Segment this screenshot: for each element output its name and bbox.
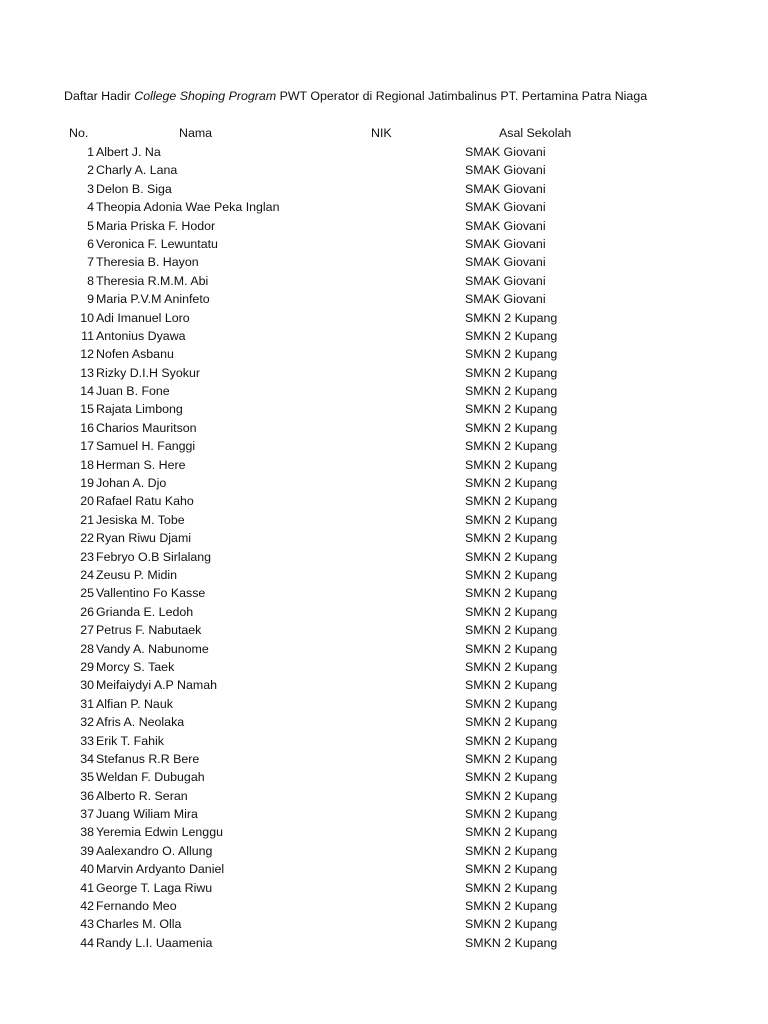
row-number: 43 [80, 917, 94, 932]
row-number: 18 [80, 457, 94, 472]
student-name: Johan A. Djo [96, 476, 167, 491]
school-name: SMKN 2 Kupang [465, 347, 558, 362]
column-header-nama: Nama [179, 126, 213, 140]
table-row [0, 768, 768, 786]
table-row [0, 860, 768, 878]
table-row [0, 732, 768, 750]
school-name: SMKN 2 Kupang [465, 365, 558, 380]
row-number: 44 [80, 935, 94, 950]
student-name: George T. Laga Riwu [96, 880, 213, 895]
table-row [0, 382, 768, 400]
school-name: SMKN 2 Kupang [465, 715, 558, 730]
school-name: SMAK Giovani [465, 200, 546, 215]
student-name: Herman S. Here [96, 457, 186, 472]
table-row [0, 915, 768, 933]
row-number: 12 [80, 347, 94, 362]
student-name: Yeremia Edwin Lenggu [96, 825, 223, 840]
school-name: SMKN 2 Kupang [465, 807, 558, 822]
student-name: Antonius Dyawa [96, 328, 186, 343]
school-name: SMKN 2 Kupang [465, 384, 558, 399]
table-row [0, 750, 768, 768]
title-suffix: PWT Operator di Regional Jatimbalinus PT. Pertamina Patra Niaga [276, 89, 648, 103]
school-name: SMKN 2 Kupang [465, 512, 558, 527]
school-name: SMKN 2 Kupang [465, 770, 558, 785]
row-number: 25 [80, 586, 94, 601]
table-row [0, 695, 768, 713]
row-number: 26 [80, 604, 94, 619]
student-name: Samuel H. Fanggi [96, 439, 196, 454]
row-number: 42 [80, 899, 94, 914]
row-number: 11 [81, 328, 94, 343]
student-name: Albert J. Na [96, 145, 161, 159]
school-name: SMKN 2 Kupang [465, 862, 558, 877]
table-row [0, 511, 768, 529]
school-name: SMKN 2 Kupang [465, 825, 558, 840]
table-row [0, 842, 768, 860]
table-row [0, 566, 768, 584]
student-name: Zeusu P. Midin [96, 567, 178, 582]
student-name: Stefanus R.R Bere [96, 751, 200, 766]
row-number: 31 [80, 696, 94, 711]
student-name: Theopia Adonia Wae Peka Inglan [96, 200, 280, 215]
student-name: Marvin Ardyanto Daniel [96, 862, 225, 877]
school-name: SMAK Giovani [465, 181, 546, 196]
school-name: SMKN 2 Kupang [465, 604, 558, 619]
table-row [0, 934, 768, 952]
row-number: 3 [87, 181, 94, 196]
school-name: SMKN 2 Kupang [465, 935, 558, 950]
school-name: SMKN 2 Kupang [465, 733, 558, 748]
student-name: Delon B. Siga [96, 181, 172, 196]
student-name: Ryan Riwu Djami [96, 531, 192, 546]
student-name: Morcy S. Taek [96, 659, 175, 674]
table-row [0, 272, 768, 290]
school-name: SMAK Giovani [465, 236, 546, 251]
student-name: Jesiska M. Tobe [96, 512, 185, 527]
school-name: SMKN 2 Kupang [465, 641, 558, 656]
row-number: 28 [80, 641, 94, 656]
row-number: 40 [80, 862, 94, 877]
school-name: SMKN 2 Kupang [465, 494, 558, 509]
student-name: Adi Imanuel Loro [96, 310, 190, 325]
school-name: SMAK Giovani [465, 273, 546, 288]
row-number: 10 [80, 310, 94, 325]
table-row [0, 198, 768, 216]
row-number: 7 [87, 255, 94, 270]
row-number: 19 [80, 476, 94, 491]
school-name: SMKN 2 Kupang [465, 476, 558, 491]
school-name: SMAK Giovani [465, 145, 546, 159]
student-name: Vandy A. Nabunome [96, 641, 209, 656]
table-row [0, 419, 768, 437]
table-row [0, 879, 768, 897]
row-number: 39 [80, 843, 94, 858]
row-number: 38 [80, 825, 94, 840]
attendance-table-body [0, 143, 768, 952]
row-number: 16 [80, 420, 94, 435]
school-name: SMAK Giovani [465, 255, 546, 270]
school-name: SMKN 2 Kupang [465, 659, 558, 674]
row-number: 2 [87, 163, 94, 178]
table-row [0, 309, 768, 327]
school-name: SMAK Giovani [465, 292, 546, 307]
table-row [0, 713, 768, 731]
title-prefix: Daftar Hadir [64, 89, 135, 103]
school-name: SMKN 2 Kupang [465, 899, 558, 914]
row-number: 41 [80, 880, 94, 895]
table-row [0, 290, 768, 308]
table-row [0, 161, 768, 179]
student-name: Erik T. Fahik [96, 733, 164, 748]
school-name: SMKN 2 Kupang [465, 696, 558, 711]
student-name: Charios Mauritson [96, 420, 197, 435]
student-name: Rizky D.I.H Syokur [96, 365, 200, 380]
student-name: Grianda E. Ledoh [96, 604, 194, 619]
student-name: Charly A. Lana [96, 163, 178, 178]
student-name: Nofen Asbanu [96, 347, 174, 362]
school-name: SMAK Giovani [465, 163, 546, 178]
student-name: Fernando Meo [96, 899, 177, 914]
school-name: SMKN 2 Kupang [465, 457, 558, 472]
table-row [0, 548, 768, 566]
school-name: SMAK Giovani [465, 218, 546, 233]
student-name: Weldan F. Dubugah [96, 770, 205, 785]
row-number: 36 [80, 788, 94, 803]
column-header-nik: NIK [371, 126, 392, 140]
table-row [0, 217, 768, 235]
school-name: SMKN 2 Kupang [465, 917, 558, 932]
student-name: Maria Priska F. Hodor [96, 218, 216, 233]
table-row [0, 345, 768, 363]
student-name: Maria P.V.M Aninfeto [96, 292, 210, 307]
row-number: 23 [80, 549, 94, 564]
student-name: Rajata Limbong [96, 402, 183, 417]
student-name: Veronica F. Lewuntatu [96, 236, 218, 251]
student-name: Randy L.I. Uaamenia [96, 935, 213, 950]
row-number: 1 [87, 145, 94, 159]
school-name: SMKN 2 Kupang [465, 310, 558, 325]
school-name: SMKN 2 Kupang [465, 328, 558, 343]
table-row [0, 180, 768, 198]
table-row [0, 437, 768, 455]
school-name: SMKN 2 Kupang [465, 567, 558, 582]
table-row [0, 364, 768, 382]
school-name: SMKN 2 Kupang [465, 439, 558, 454]
table-row [0, 823, 768, 841]
table-row [0, 787, 768, 805]
school-name: SMKN 2 Kupang [465, 880, 558, 895]
table-row [0, 640, 768, 658]
row-number: 6 [87, 236, 94, 251]
table-row [0, 474, 768, 492]
school-name: SMKN 2 Kupang [465, 549, 558, 564]
student-name: Alberto R. Seran [96, 788, 188, 803]
student-name: Meifaiydyi A.P Namah [96, 678, 217, 693]
row-number: 27 [80, 623, 94, 638]
table-row [0, 805, 768, 823]
table-row [0, 400, 768, 418]
school-name: SMKN 2 Kupang [465, 788, 558, 803]
column-header-asal-sekolah: Asal Sekolah [499, 126, 572, 140]
school-name: SMKN 2 Kupang [465, 678, 558, 693]
row-number: 20 [80, 494, 94, 509]
school-name: SMKN 2 Kupang [465, 586, 558, 601]
column-header-no: No. [69, 126, 89, 140]
table-row [0, 658, 768, 676]
student-name: Juang Wiliam Mira [96, 807, 198, 822]
student-name: Afris A. Neolaka [96, 715, 185, 730]
row-number: 34 [80, 751, 94, 766]
student-name: Theresia B. Hayon [96, 255, 199, 270]
student-name: Petrus F. Nabutaek [96, 623, 202, 638]
school-name: SMKN 2 Kupang [465, 623, 558, 638]
student-name: Vallentino Fo Kasse [96, 586, 206, 601]
student-name: Febryo O.B Sirlalang [96, 549, 212, 564]
row-number: 30 [80, 678, 94, 693]
row-number: 14 [80, 384, 94, 399]
document-title [64, 88, 648, 104]
school-name: SMKN 2 Kupang [465, 531, 558, 546]
table-row [0, 529, 768, 547]
row-number: 24 [80, 567, 94, 582]
table-row [0, 492, 768, 510]
school-name: SMKN 2 Kupang [465, 420, 558, 435]
school-name: SMKN 2 Kupang [465, 843, 558, 858]
student-name: Theresia R.M.M. Abi [96, 273, 209, 288]
row-number: 8 [87, 273, 94, 288]
school-name: SMKN 2 Kupang [465, 751, 558, 766]
table-row [0, 253, 768, 271]
title-program-name: College Shoping Program [134, 89, 277, 103]
row-number: 35 [80, 770, 94, 785]
row-number: 37 [80, 807, 94, 822]
school-name: SMKN 2 Kupang [465, 402, 558, 417]
table-row [0, 327, 768, 345]
row-number: 32 [80, 715, 94, 730]
student-name: Rafael Ratu Kaho [96, 494, 194, 509]
row-number: 22 [80, 531, 94, 546]
student-name: Alfian P. Nauk [96, 696, 173, 711]
student-name: Charles M. Olla [96, 917, 182, 932]
row-number: 4 [87, 200, 94, 215]
row-number: 21 [80, 512, 94, 527]
row-number: 13 [80, 365, 94, 380]
table-row [0, 235, 768, 253]
row-number: 15 [80, 402, 94, 417]
student-name: Juan B. Fone [96, 384, 170, 399]
table-row [0, 603, 768, 621]
row-number: 33 [80, 733, 94, 748]
student-name: Aalexandro O. Allung [96, 843, 213, 858]
table-row [0, 456, 768, 474]
table-row [0, 143, 768, 161]
row-number: 5 [87, 218, 94, 233]
table-row [0, 621, 768, 639]
row-number: 29 [80, 659, 94, 674]
row-number: 17 [80, 439, 94, 454]
row-number: 9 [87, 292, 94, 307]
table-row [0, 584, 768, 602]
table-row [0, 676, 768, 694]
table-row [0, 897, 768, 915]
